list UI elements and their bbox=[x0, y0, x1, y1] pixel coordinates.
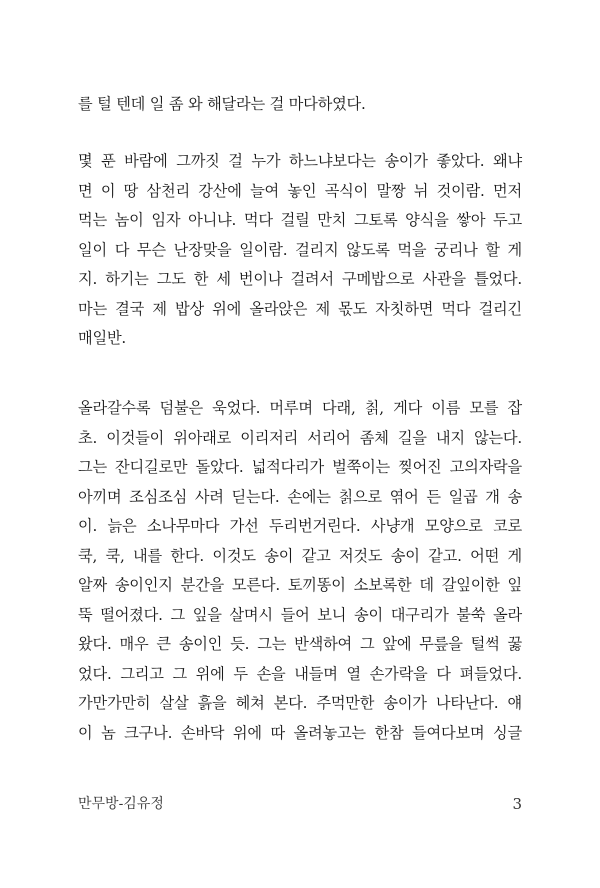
text-line: 쿡, 쿡, 내를 한다. 이것도 송이 같고 저것도 송이 같고. 어떤 게 bbox=[78, 546, 522, 565]
page-number: 3 bbox=[512, 795, 522, 813]
text-line: 지. 하기는 그도 한 세 번이나 걸려서 구메밥으로 사관을 틀었다. bbox=[78, 270, 522, 288]
text-line: 가만가만히 살살 흙을 헤쳐 본다. 주먹만한 송이가 나타난다. 얘 bbox=[78, 694, 522, 712]
text-line: 일이 다 무슨 난장맞을 일이람. 걸리지 않도록 먹을 궁리나 할 게 bbox=[78, 240, 522, 259]
text-line: 왔다. 매우 큰 송이인 듯. 그는 반색하여 그 앞에 무릎을 털썩 꿇 bbox=[78, 635, 522, 653]
text-line: 몇 푼 바람에 그까짓 걸 누가 하느냐보다는 송이가 좋았다. 왜냐 bbox=[78, 152, 522, 170]
paragraph-2 bbox=[78, 147, 522, 354]
text-line: 면 이 땅 삼천리 강산에 늘여 놓인 곡식이 말짱 뉘 것이람. 먼저 bbox=[78, 181, 522, 200]
paragraph-1 bbox=[78, 90, 522, 120]
text-line: 매일반. bbox=[78, 329, 127, 347]
text-line: 를 털 텐데 일 좀 와 해달라는 걸 마다하였다. bbox=[78, 95, 366, 113]
text-line: 이 놈 크구나. 손바닥 위에 따 올려놓고는 한참 들여다보며 싱글 bbox=[78, 723, 522, 742]
text-line: 올라갈수록 덤불은 욱었다. 머루며 다래, 칡, 게다 이름 모를 잡 bbox=[78, 399, 522, 417]
text-line: 이. 늙은 소나무마다 가선 두리번거린다. 사냥개 모양으로 코로 bbox=[78, 517, 522, 535]
text-line: 아끼며 조심조심 사려 딛는다. 손에는 칡으로 엮어 든 일곱 개 송 bbox=[78, 487, 522, 506]
text-line: 었다. 그리고 그 위에 두 손을 내들며 열 손가락을 다 펴들었다. bbox=[78, 664, 522, 683]
text-line: 뚝 떨어졌다. 그 잎을 살며시 들어 보니 송이 대구리가 불쑥 올라 bbox=[78, 605, 522, 624]
paragraph-3 bbox=[78, 394, 522, 748]
text-line: 초. 이것들이 위아래로 이리저리 서리어 좀체 길을 내지 않는다. bbox=[78, 428, 522, 447]
text-line: 먹는 놈이 임자 아니냐. 먹다 걸릴 만치 그토록 양식을 쌓아 두고 bbox=[78, 211, 522, 229]
text-line: 마는 결국 제 밥상 위에 올라앉은 제 몫도 자칫하면 먹다 걸리긴 bbox=[78, 299, 522, 318]
footer-title: 만무방-김유정 bbox=[78, 796, 164, 812]
text-line: 알짜 송이인지 분간을 모른다. 토끼똥이 소보록한 데 갈잎이한 잎 bbox=[78, 576, 522, 594]
text-line: 그는 잔디길로만 돌았다. 넓적다리가 벌쭉이는 찢어진 고의자락을 bbox=[78, 458, 522, 476]
